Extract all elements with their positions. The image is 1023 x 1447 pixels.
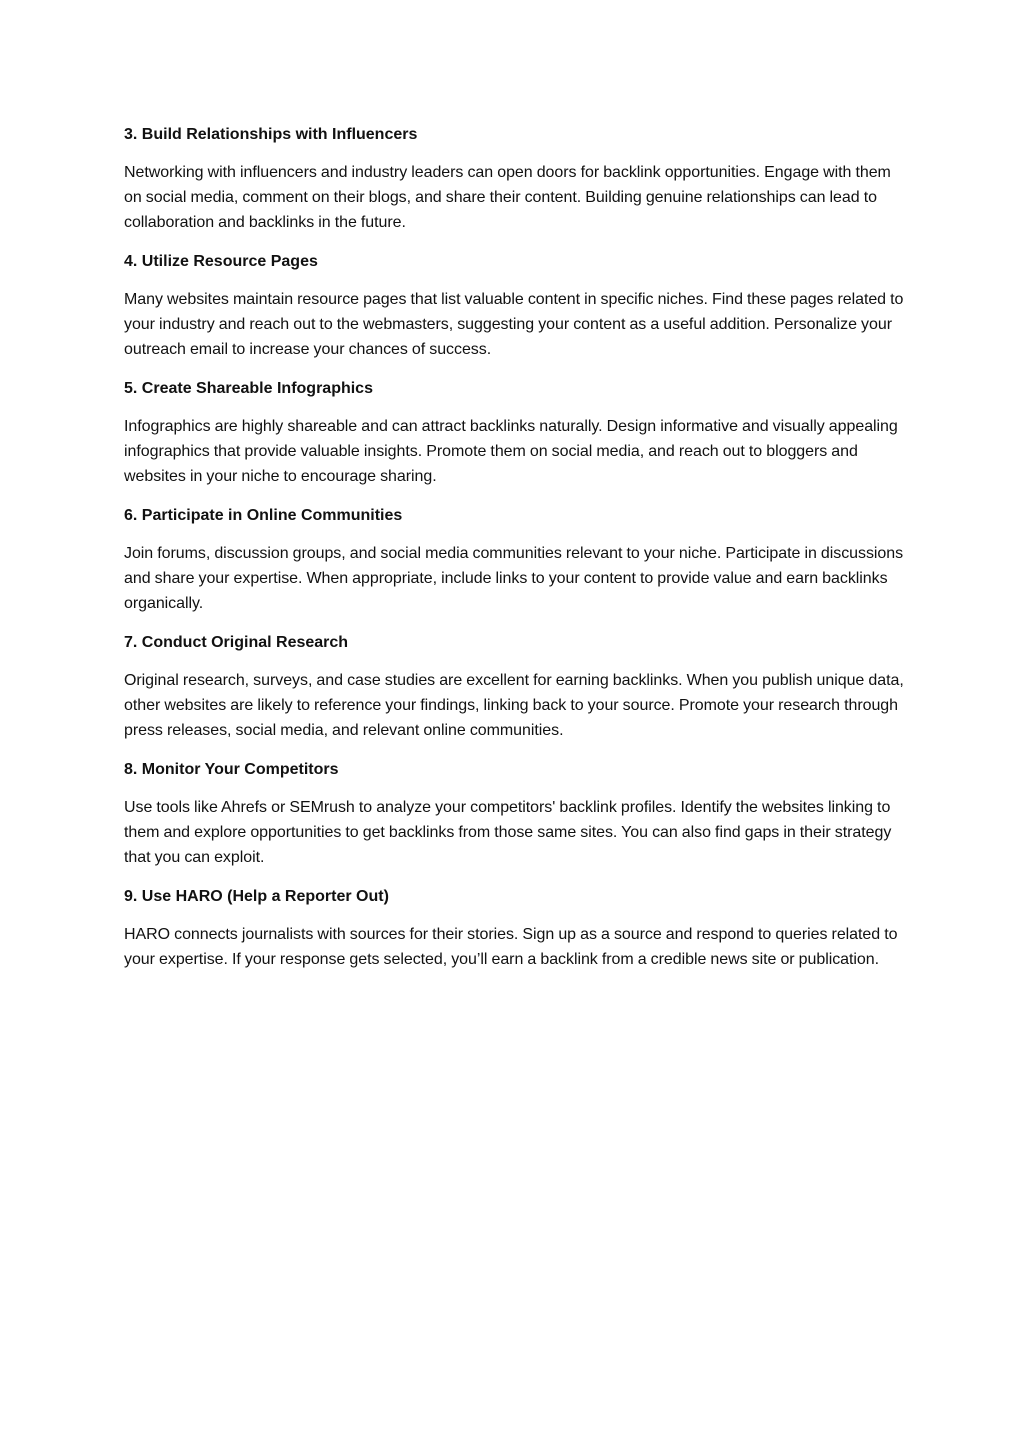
section-online-communities bbox=[124, 503, 904, 616]
section-body: HARO connects journalists with sources for their stories. Sign up as a source and respond to queries related to your expertise. If your response gets selected, you’ll earn a backlink from a credible news site or publication. bbox=[124, 926, 898, 968]
section-heading: 9. Use HARO (Help a Reporter Out) bbox=[124, 888, 389, 905]
section-original-research bbox=[124, 630, 904, 743]
section-build-relationships bbox=[124, 122, 904, 235]
section-body: Networking with influencers and industry leaders can open doors for backlink opportunities. Engage with them on social media, comment on their blogs, and share their content. Building genuine relationships can lead to collaboration and backlinks in the future. bbox=[124, 164, 891, 231]
section-heading: 7. Conduct Original Research bbox=[124, 634, 349, 651]
section-heading: 8. Monitor Your Competitors bbox=[124, 761, 339, 778]
section-haro bbox=[124, 884, 904, 972]
section-heading: 4. Utilize Resource Pages bbox=[124, 253, 318, 270]
section-monitor-competitors bbox=[124, 757, 904, 870]
section-heading: 6. Participate in Online Communities bbox=[124, 507, 403, 524]
section-infographics bbox=[124, 376, 904, 489]
section-body: Use tools like Ahrefs or SEMrush to analyze your competitors' backlink profiles. Identify the websites linking to them and explore opportunities to get backlinks from those same sites. You can also find gaps in their strategy that you can exploit. bbox=[124, 799, 892, 866]
section-body: Join forums, discussion groups, and social media communities relevant to your niche. Participate in discussions and share your expertise. When appropriate, include links to your content to provide value and earn backlinks organically. bbox=[124, 545, 904, 612]
section-body: Many websites maintain resource pages that list valuable content in specific niches. Find these pages related to your industry and reach out to the webmasters, suggesting your content as a useful addition. Personalize your outreach email to increase your chances of success. bbox=[124, 291, 904, 358]
section-body: Original research, surveys, and case studies are excellent for earning backlinks. When you publish unique data, other websites are likely to reference your findings, linking back to your source. Promote your research through press releases, social media, and relevant online communities. bbox=[124, 672, 904, 739]
section-resource-pages bbox=[124, 249, 904, 362]
section-heading: 5. Create Shareable Infographics bbox=[124, 380, 373, 397]
section-heading: 3. Build Relationships with Influencers bbox=[124, 126, 418, 143]
document-content bbox=[124, 122, 904, 986]
section-body: Infographics are highly shareable and can attract backlinks naturally. Design informative and visually appealing infographics that provide valuable insights. Promote them on social media, and reach out to bloggers and websites in your niche to encourage sharing. bbox=[124, 418, 898, 485]
